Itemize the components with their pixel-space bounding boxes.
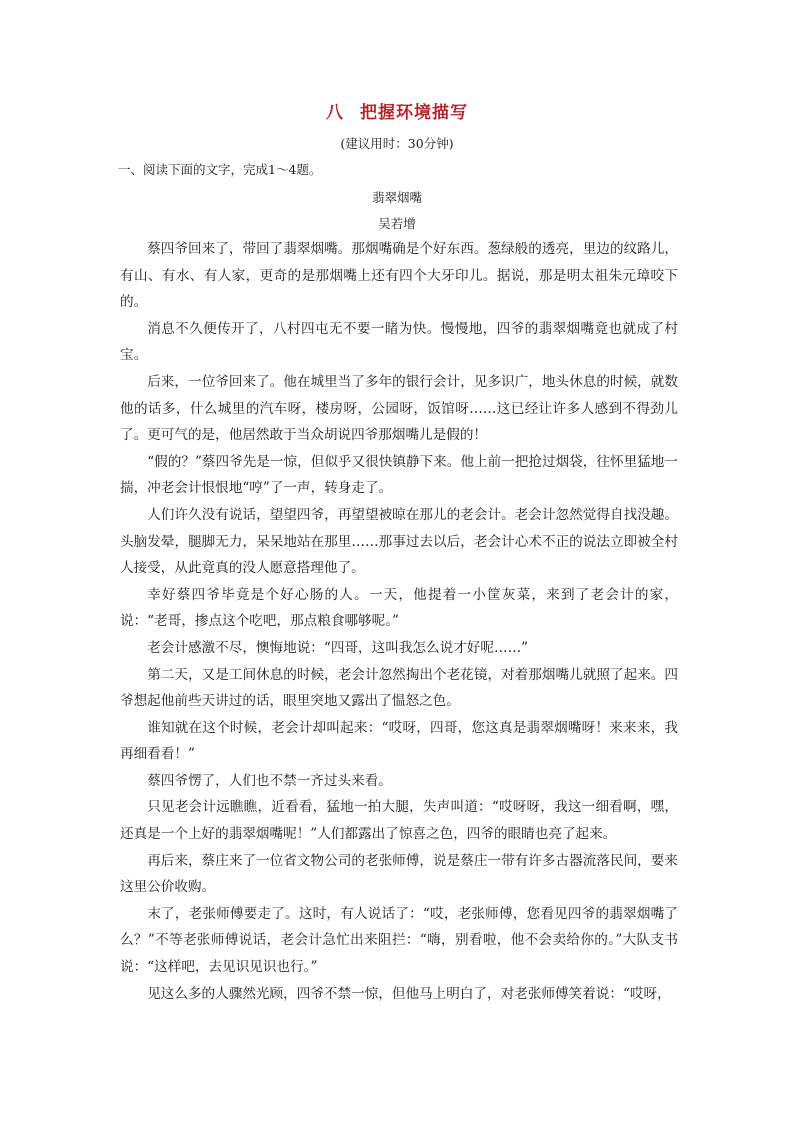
paragraph: 蔡四爷回来了，带回了翡翠烟嘴。那烟嘴确是个好东西。葱绿般的透亮，里边的纹路儿，有山、有水、有人家，更奇的是那烟嘴上还有四个大牙印儿。据说，那是明太祖朱元璋咬下的。 [120, 241, 678, 311]
paragraph: 人们许久没有说话，望望四爷，再望望被晾在那儿的老会计。老会计忽然觉得自找没趣。头脑发晕，腿脚无力，呆呆地站在那里……那事过去以后，老会计心术不正的说法立即被全村人接受，从此竟真的没人愿意搭理他了。 [120, 506, 678, 577]
story-author: 吴若增 [378, 216, 416, 231]
section-title [0, 98, 794, 123]
paragraph: “假的？”蔡四爷先是一惊，但似乎又很快镇静下来。他上前一把抢过烟袋，往怀里猛地一揣，冲老会计恨恨地“哼”了一声，转身走了。 [120, 453, 678, 497]
paragraph: 谁知就在这个时候，老会计却叫起来：“哎呀，四哥，您这真是翡翠烟嘴呀！来来来，我再细看看！” [120, 719, 678, 763]
suggested-time: (建议用时：30分钟) [340, 136, 454, 151]
paragraph: 蔡四爷愣了，人们也不禁一齐过头来看。 [147, 772, 392, 789]
section-number: 八 [326, 103, 344, 123]
paragraph: 只见老会计远瞧瞧，近看看，猛地一拍大腿，失声叫道：“哎呀呀，我这一细看啊，嘿，还真是一个上好的翡翠烟嘴呢！”人们都露出了惊喜之色，四爷的眼睛也亮了起来。 [120, 799, 678, 843]
paragraph: 见这么多的人骤然光顾，四爷不禁一惊，但他马上明白了，对老张师傅笑着说：“哎呀， [147, 985, 671, 1002]
paragraph: 再后来，蔡庄来了一位省文物公司的老张师傅，说是蔡庄一带有许多古器流落民间，要来这里公价收购。 [120, 852, 678, 896]
story-title: 翡翠烟嘴 [371, 190, 422, 205]
paragraph: 老会计感激不尽，懊悔地说：“四哥，这叫我怎么说才好呢……” [147, 639, 529, 656]
story-body [120, 236, 678, 1007]
question-instruction: 一、阅读下面的文字，完成1～4题。 [118, 162, 322, 177]
paragraph: 幸好蔡四爷毕竟是个好心肠的人。一天，他提着一小筐灰菜，来到了老会计的家，说：“老哥，掺点这个吃吧，那点粮食哪够呢。” [120, 586, 678, 630]
paragraph: 末了，老张师傅要走了。这时，有人说话了：“哎，老张师傅，您看见四爷的翡翠烟嘴了么？”不等老张师傅说话，老会计急忙出来阻拦：“嗨，别看啦，他不会卖给你的。”大队支书说：“这样吧，去见识见识也行。” [120, 905, 678, 976]
section-title-text: 把握环境描写 [360, 103, 468, 123]
paragraph: 消息不久便传开了，八村四屯无不要一睹为快。慢慢地，四爷的翡翠烟嘴竟也就成了村宝。 [120, 320, 678, 364]
paragraph: 第二天，又是工间休息的时候，老会计忽然掏出个老花镜，对着那烟嘴儿就照了起来。四爷想起他前些天讲过的话，眼里突地又露出了愠怒之色。 [120, 666, 678, 710]
paragraph: 后来，一位爷回来了。他在城里当了多年的银行会计，见多识广，地头休息的时候，就数他的话多，什么城里的汽车呀，楼房呀，公园呀，饭馆呀……这已经让许多人感到不得劲儿了。更可气的是，他居然敢于当众胡说四爷那烟嘴儿是假的！ [120, 373, 678, 444]
